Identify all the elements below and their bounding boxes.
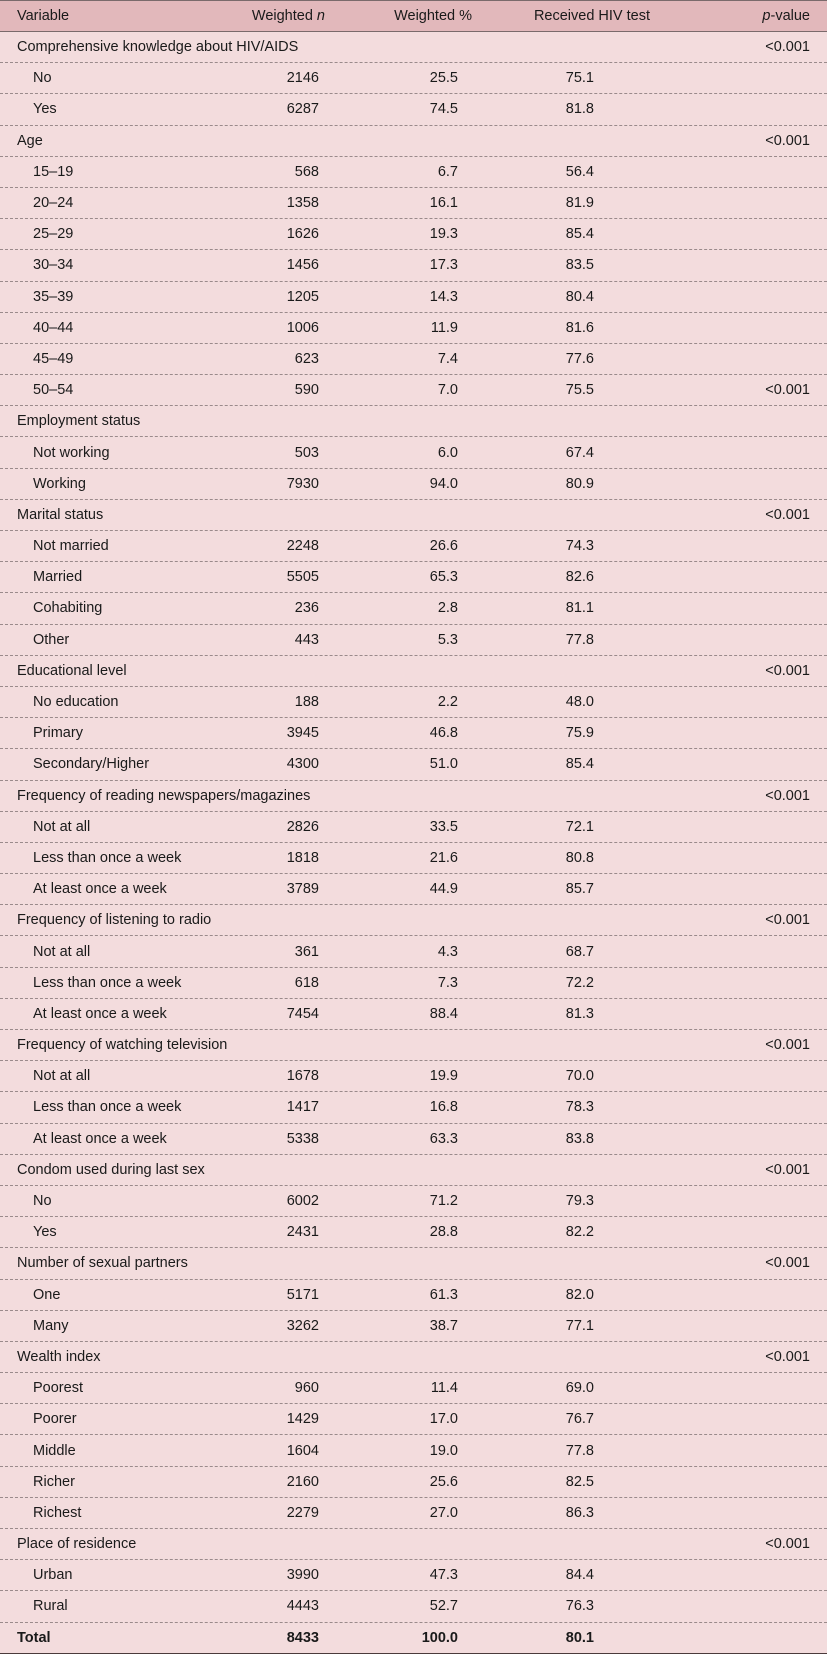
section-row xyxy=(0,781,827,812)
row-weighted-pct: 5.3 xyxy=(437,631,458,648)
row-weighted-pct: 26.6 xyxy=(429,538,458,555)
table-row xyxy=(0,1467,827,1498)
row-weighted-pct: 19.0 xyxy=(429,1442,458,1459)
row-weighted-pct: 7.4 xyxy=(437,350,458,367)
row-weighted-n: 960 xyxy=(294,1380,319,1397)
row-weighted-pct: 27.0 xyxy=(429,1504,458,1521)
row-weighted-n: 3945 xyxy=(286,725,319,742)
table-row xyxy=(0,1311,827,1342)
row-weighted-pct: 25.5 xyxy=(429,70,458,87)
table-row xyxy=(0,437,827,468)
row-label: Less than once a week xyxy=(33,849,182,866)
row-label: Middle xyxy=(33,1442,76,1459)
row-weighted-pct: 7.3 xyxy=(437,974,458,991)
table-row xyxy=(0,968,827,999)
row-received-test: 69.0 xyxy=(565,1380,594,1397)
row-received-test: 72.2 xyxy=(565,974,594,991)
table-row xyxy=(0,531,827,562)
row-weighted-n: 2146 xyxy=(286,70,319,87)
section-row xyxy=(0,1248,827,1279)
row-label: Rural xyxy=(33,1598,68,1615)
row-weighted-n: 1429 xyxy=(286,1411,319,1428)
row-label: Not working xyxy=(33,444,110,461)
section-p-value: <0.001 xyxy=(765,1255,810,1272)
row-label: No xyxy=(33,70,52,87)
row-weighted-pct: 94.0 xyxy=(429,475,458,492)
section-p-value: <0.001 xyxy=(765,912,810,929)
section-label: Wealth index xyxy=(17,1348,101,1365)
table-row xyxy=(0,188,827,219)
row-weighted-pct: 63.3 xyxy=(429,1130,458,1147)
row-received-test: 68.7 xyxy=(565,943,594,960)
row-label: Less than once a week xyxy=(33,974,182,991)
row-weighted-n: 1818 xyxy=(286,849,319,866)
row-weighted-n: 1678 xyxy=(286,1068,319,1085)
table-row xyxy=(0,1373,827,1404)
table-row xyxy=(0,562,827,593)
row-weighted-pct: 7.0 xyxy=(437,382,458,399)
row-weighted-n: 1358 xyxy=(286,195,319,212)
row-received-test: 56.4 xyxy=(565,163,594,180)
section-label: Marital status xyxy=(17,506,104,523)
row-label: Other xyxy=(33,631,70,648)
table-row xyxy=(0,687,827,718)
row-received-test: 81.9 xyxy=(565,195,594,212)
total-row xyxy=(0,1623,827,1654)
section-row xyxy=(0,1030,827,1061)
row-weighted-pct: 14.3 xyxy=(429,288,458,305)
row-received-test: 77.8 xyxy=(565,631,594,648)
row-weighted-n: 2248 xyxy=(286,538,319,555)
section-p-value: <0.001 xyxy=(765,39,810,56)
row-received-test: 83.8 xyxy=(565,1130,594,1147)
row-received-test: 77.8 xyxy=(565,1442,594,1459)
table-row xyxy=(0,1591,827,1622)
table-row xyxy=(0,63,827,94)
row-received-test: 82.6 xyxy=(565,569,594,586)
row-label: Yes xyxy=(33,101,57,118)
row-weighted-pct: 21.6 xyxy=(429,849,458,866)
section-p-value: <0.001 xyxy=(765,1536,810,1553)
row-received-test: 81.8 xyxy=(565,101,594,118)
section-label: Frequency of listening to radio xyxy=(17,912,212,929)
row-label: 15–19 xyxy=(33,163,74,180)
row-weighted-n: 5338 xyxy=(286,1130,319,1147)
row-weighted-pct: 38.7 xyxy=(429,1317,458,1334)
table-row xyxy=(0,1560,827,1591)
header-p-value: p-value xyxy=(762,8,810,24)
section-row xyxy=(0,905,827,936)
row-received-test: 81.3 xyxy=(565,1005,594,1022)
section-row xyxy=(0,500,827,531)
row-label: Not at all xyxy=(33,943,91,960)
row-received-test: 84.4 xyxy=(565,1567,594,1584)
row-received-test: 74.3 xyxy=(565,538,594,555)
section-row xyxy=(0,126,827,157)
row-weighted-pct: 19.9 xyxy=(429,1068,458,1085)
row-received-test: 75.5 xyxy=(565,382,594,399)
row-label: Many xyxy=(33,1317,69,1334)
row-label: 20–24 xyxy=(33,195,74,212)
row-weighted-n: 1006 xyxy=(286,319,319,336)
section-row xyxy=(0,32,827,63)
table-row xyxy=(0,843,827,874)
header-variable: Variable xyxy=(17,8,70,24)
table-row xyxy=(0,749,827,780)
row-received-test: 85.4 xyxy=(565,756,594,773)
row-received-test: 80.9 xyxy=(565,475,594,492)
row-received-test: 82.5 xyxy=(565,1473,594,1490)
table-row xyxy=(0,625,827,656)
section-p-value: <0.001 xyxy=(765,132,810,149)
row-weighted-pct: 61.3 xyxy=(429,1286,458,1303)
section-row xyxy=(0,406,827,437)
row-received-test: 80.8 xyxy=(565,849,594,866)
section-label: Condom used during last sex xyxy=(17,1161,205,1178)
row-weighted-n: 2431 xyxy=(286,1224,319,1241)
row-weighted-n: 1604 xyxy=(286,1442,319,1459)
table-row xyxy=(0,999,827,1030)
table-row xyxy=(0,1280,827,1311)
row-weighted-n: 1626 xyxy=(286,226,319,243)
row-received-test: 82.0 xyxy=(565,1286,594,1303)
row-weighted-pct: 46.8 xyxy=(429,725,458,742)
row-weighted-pct: 2.2 xyxy=(437,694,458,711)
row-received-test: 78.3 xyxy=(565,1099,594,1116)
row-received-test: 85.7 xyxy=(565,881,594,898)
row-weighted-n: 2826 xyxy=(286,818,319,835)
row-label: At least once a week xyxy=(33,1005,167,1022)
table-row xyxy=(0,219,827,250)
row-weighted-n: 503 xyxy=(294,444,319,461)
row-label: Working xyxy=(33,475,86,492)
row-weighted-pct: 6.7 xyxy=(437,163,458,180)
table-row xyxy=(0,282,827,313)
row-weighted-pct: 17.0 xyxy=(429,1411,458,1428)
header-weighted-n: Weighted n xyxy=(251,8,325,24)
table-row xyxy=(0,469,827,500)
row-label: Not at all xyxy=(33,818,91,835)
table-row xyxy=(0,1217,827,1248)
row-label: Urban xyxy=(33,1567,73,1584)
row-weighted-pct: 71.2 xyxy=(429,1193,458,1210)
row-weighted-n: 568 xyxy=(294,163,319,180)
section-p-value: <0.001 xyxy=(765,662,810,679)
table-row xyxy=(0,812,827,843)
row-weighted-pct: 4.3 xyxy=(437,943,458,960)
row-weighted-n: 590 xyxy=(294,382,319,399)
total-pct: 100.0 xyxy=(421,1629,458,1646)
table-row xyxy=(0,157,827,188)
row-weighted-n: 1417 xyxy=(286,1099,319,1116)
table-header-row xyxy=(0,0,827,32)
section-row xyxy=(0,656,827,687)
row-weighted-pct: 19.3 xyxy=(429,226,458,243)
table-row xyxy=(0,718,827,749)
row-label: At least once a week xyxy=(33,881,167,898)
section-p-value: <0.001 xyxy=(765,1161,810,1178)
row-weighted-pct: 2.8 xyxy=(437,600,458,617)
table-row xyxy=(0,313,827,344)
row-label: 25–29 xyxy=(33,226,74,243)
section-label: Frequency of reading newspapers/magazines xyxy=(17,787,311,804)
section-p-value: <0.001 xyxy=(765,787,810,804)
total-label: Total xyxy=(17,1629,51,1646)
row-weighted-pct: 74.5 xyxy=(429,101,458,118)
row-label: One xyxy=(33,1286,61,1303)
table-row xyxy=(0,936,827,967)
row-weighted-n: 6002 xyxy=(286,1193,319,1210)
row-weighted-pct: 52.7 xyxy=(429,1598,458,1615)
row-label: 45–49 xyxy=(33,350,74,367)
table-row xyxy=(0,874,827,905)
header-weighted-pct: Weighted % xyxy=(394,8,472,24)
row-weighted-pct: 25.6 xyxy=(429,1473,458,1490)
section-label: Educational level xyxy=(17,662,127,679)
row-label: 50–54 xyxy=(33,382,74,399)
row-label: Richer xyxy=(33,1473,75,1490)
row-weighted-n: 443 xyxy=(294,631,319,648)
row-weighted-pct: 88.4 xyxy=(429,1005,458,1022)
table-row xyxy=(0,1186,827,1217)
row-received-test: 67.4 xyxy=(565,444,594,461)
row-received-test: 77.1 xyxy=(565,1317,594,1334)
row-weighted-n: 188 xyxy=(294,694,319,711)
section-p-value: <0.001 xyxy=(765,1037,810,1054)
row-weighted-n: 1456 xyxy=(286,257,319,274)
row-received-test: 76.7 xyxy=(565,1411,594,1428)
row-label: Less than once a week xyxy=(33,1099,182,1116)
row-p-value: <0.001 xyxy=(765,382,810,399)
row-received-test: 83.5 xyxy=(565,257,594,274)
row-weighted-pct: 33.5 xyxy=(429,818,458,835)
row-weighted-pct: 11.9 xyxy=(430,319,458,336)
header-received-test: Received HIV test xyxy=(533,8,650,24)
row-weighted-n: 7930 xyxy=(286,475,319,492)
row-weighted-pct: 16.8 xyxy=(429,1099,458,1116)
row-received-test: 76.3 xyxy=(565,1598,594,1615)
row-weighted-n: 4443 xyxy=(286,1598,319,1615)
row-weighted-n: 623 xyxy=(294,350,319,367)
row-weighted-n: 7454 xyxy=(286,1005,319,1022)
row-label: Married xyxy=(33,569,83,586)
section-label: Comprehensive knowledge about HIV/AIDS xyxy=(17,39,299,56)
row-weighted-n: 5505 xyxy=(286,569,319,586)
row-received-test: 81.6 xyxy=(565,319,594,336)
row-label: 30–34 xyxy=(33,257,74,274)
row-weighted-pct: 28.8 xyxy=(429,1224,458,1241)
table-row xyxy=(0,1124,827,1155)
row-received-test: 82.2 xyxy=(565,1224,594,1241)
row-label: 40–44 xyxy=(33,319,74,336)
row-weighted-n: 1205 xyxy=(286,288,319,305)
table-row xyxy=(0,1435,827,1466)
table-row xyxy=(0,94,827,125)
row-received-test: 75.1 xyxy=(565,70,594,87)
table-row xyxy=(0,593,827,624)
row-weighted-n: 2279 xyxy=(286,1504,319,1521)
row-label: Not at all xyxy=(33,1068,91,1085)
total-n: 8433 xyxy=(286,1629,319,1646)
row-received-test: 79.3 xyxy=(565,1193,594,1210)
row-received-test: 72.1 xyxy=(565,818,594,835)
row-label: 35–39 xyxy=(33,288,74,305)
row-label: Poorest xyxy=(33,1380,83,1397)
section-label: Number of sexual partners xyxy=(17,1255,188,1272)
row-weighted-n: 3789 xyxy=(286,881,319,898)
row-weighted-n: 618 xyxy=(294,974,319,991)
section-p-value: <0.001 xyxy=(765,1348,810,1365)
row-label: No xyxy=(33,1193,52,1210)
row-received-test: 80.4 xyxy=(565,288,594,305)
row-weighted-pct: 47.3 xyxy=(429,1567,458,1584)
section-row xyxy=(0,1529,827,1560)
row-weighted-n: 5171 xyxy=(286,1286,319,1303)
row-weighted-n: 3990 xyxy=(286,1567,319,1584)
table-row xyxy=(0,1498,827,1529)
row-label: No education xyxy=(33,694,119,711)
row-weighted-n: 4300 xyxy=(286,756,319,773)
row-weighted-pct: 6.0 xyxy=(437,444,458,461)
row-label: Richest xyxy=(33,1504,82,1521)
row-weighted-n: 6287 xyxy=(286,101,319,118)
table-row xyxy=(0,250,827,281)
section-label: Place of residence xyxy=(17,1536,137,1553)
section-p-value: <0.001 xyxy=(765,506,810,523)
table-row xyxy=(0,375,827,406)
section-label: Employment status xyxy=(17,413,141,430)
row-received-test: 75.9 xyxy=(565,725,594,742)
section-row xyxy=(0,1155,827,1186)
row-received-test: 70.0 xyxy=(565,1068,594,1085)
row-received-test: 86.3 xyxy=(565,1504,594,1521)
table-row xyxy=(0,344,827,375)
row-weighted-pct: 11.4 xyxy=(430,1380,458,1397)
table-row xyxy=(0,1092,827,1123)
section-label: Frequency of watching television xyxy=(17,1037,228,1054)
section-label: Age xyxy=(17,132,43,149)
row-label: Yes xyxy=(33,1224,57,1241)
row-received-test: 81.1 xyxy=(565,600,594,617)
row-weighted-pct: 51.0 xyxy=(429,756,458,773)
row-weighted-pct: 16.1 xyxy=(429,195,458,212)
row-label: Poorer xyxy=(33,1411,77,1428)
row-received-test: 48.0 xyxy=(565,694,594,711)
total-test: 80.1 xyxy=(565,1629,594,1646)
row-weighted-pct: 17.3 xyxy=(429,257,458,274)
row-label: Secondary/Higher xyxy=(33,756,150,773)
row-received-test: 85.4 xyxy=(565,226,594,243)
row-label: Primary xyxy=(33,725,83,742)
row-weighted-n: 236 xyxy=(294,600,319,617)
row-label: At least once a week xyxy=(33,1130,167,1147)
table-row xyxy=(0,1404,827,1435)
table-body xyxy=(0,32,827,1623)
row-weighted-n: 3262 xyxy=(286,1317,319,1334)
row-weighted-n: 361 xyxy=(294,943,319,960)
row-label: Cohabiting xyxy=(33,600,103,617)
row-weighted-pct: 65.3 xyxy=(429,569,458,586)
row-received-test: 77.6 xyxy=(565,350,594,367)
row-weighted-pct: 44.9 xyxy=(429,881,458,898)
section-row xyxy=(0,1342,827,1373)
row-label: Not married xyxy=(33,538,109,555)
table-row xyxy=(0,1061,827,1092)
row-weighted-n: 2160 xyxy=(286,1473,319,1490)
